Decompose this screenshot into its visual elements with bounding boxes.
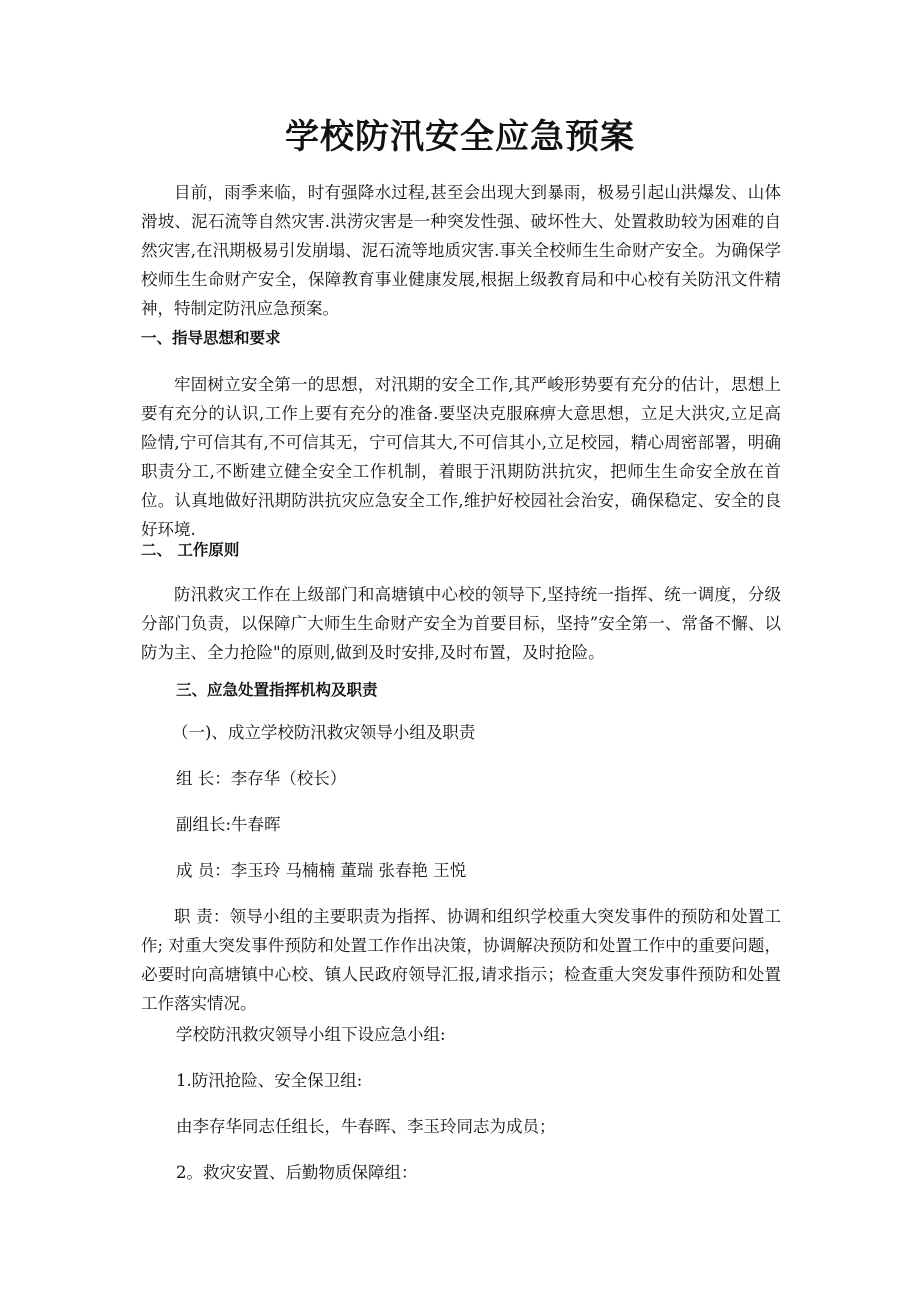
group-leader: 组 长：李存华（校长）: [176, 769, 347, 788]
group2-title: 2。救灾安置、后勤物质保障组：: [176, 1163, 418, 1182]
section1-body: 牢固树立安全第一的思想，对汛期的安全工作,其严峻形势要有充分的估计，思想上要有充分的认识,工作上要有充分的准备.要坚决克服麻痹大意思想，立足大洪灾,立足高险情,宁可信其有,不可信其无，宁可信其大,不可信其小,立足校园，精心周密部署，明确职责分工,不断建立健全安全工作机制，着眼于汛期防洪抗灾，把师生生命安全放在首位。认真地做好汛期防洪抗灾应急安全工作,维护好校园社会治安，确保稳定、安全的良好环境.: [141, 375, 781, 539]
intro-paragraph: 目前，雨季来临，时有强降水过程,甚至会出现大到暴雨，极易引起山洪爆发、山体滑坡、泥石流等自然灾害.洪涝灾害是一种突发性强、破坏性大、处置救助较为困难的自然灾害,在汛期极易引发崩塌、泥石流等地质灾害.事关全校师生生命财产安全。为确保学校师生生命财产安全，保障教育事业健康发展,根据上级教育局和中心校有关防汛文件精神，特制定防汛应急预案。: [141, 183, 781, 318]
duties-paragraph: 职 责：领导小组的主要职责为指挥、协调和组织学校重大突发事件的预防和处置工作; 对重大突发事件预防和处置工作作出决策，协调解决预防和处置工作中的重要问题，必要时向高塘镇中心校、镇人民政府领导汇报,请求指示；检查重大突发事件预防和处置工作落实情况。: [141, 907, 781, 1013]
section2-heading: 二、 工作原则: [141, 541, 240, 559]
group-members: 成 员：李玉玲 马楠楠 董瑞 张春艳 王悦: [176, 861, 467, 880]
section1-heading: 一、指导思想和要求: [141, 329, 281, 347]
section2-body: 防汛救灾工作在上级部门和高塘镇中心校的领导下,坚持统一指挥、统一调度，分级分部门负责，以保障广大师生生命财产安全为首要目标，坚持”安全第一、常备不懈、以防为主、全力抢险"的原则,做到及时安排,及时布置，及时抢险。: [141, 585, 781, 662]
group1-title: 1.防汛抢险、安全保卫组:: [176, 1071, 363, 1090]
group1-members: 由李存华同志任组长，牛春晖、李玉玲同志为成员；: [176, 1117, 556, 1136]
document-title: 学校防汛安全应急预案: [285, 117, 635, 157]
subgroups-intro: 学校防汛救灾领导小组下设应急小组:: [176, 1025, 446, 1044]
subsection1-title: （一)、成立学校防汛救灾领导小组及职责: [172, 723, 476, 742]
deputy-leader: 副组长:牛春晖: [176, 815, 281, 834]
section3-heading: 三、应急处置指挥机构及职责: [176, 681, 378, 699]
